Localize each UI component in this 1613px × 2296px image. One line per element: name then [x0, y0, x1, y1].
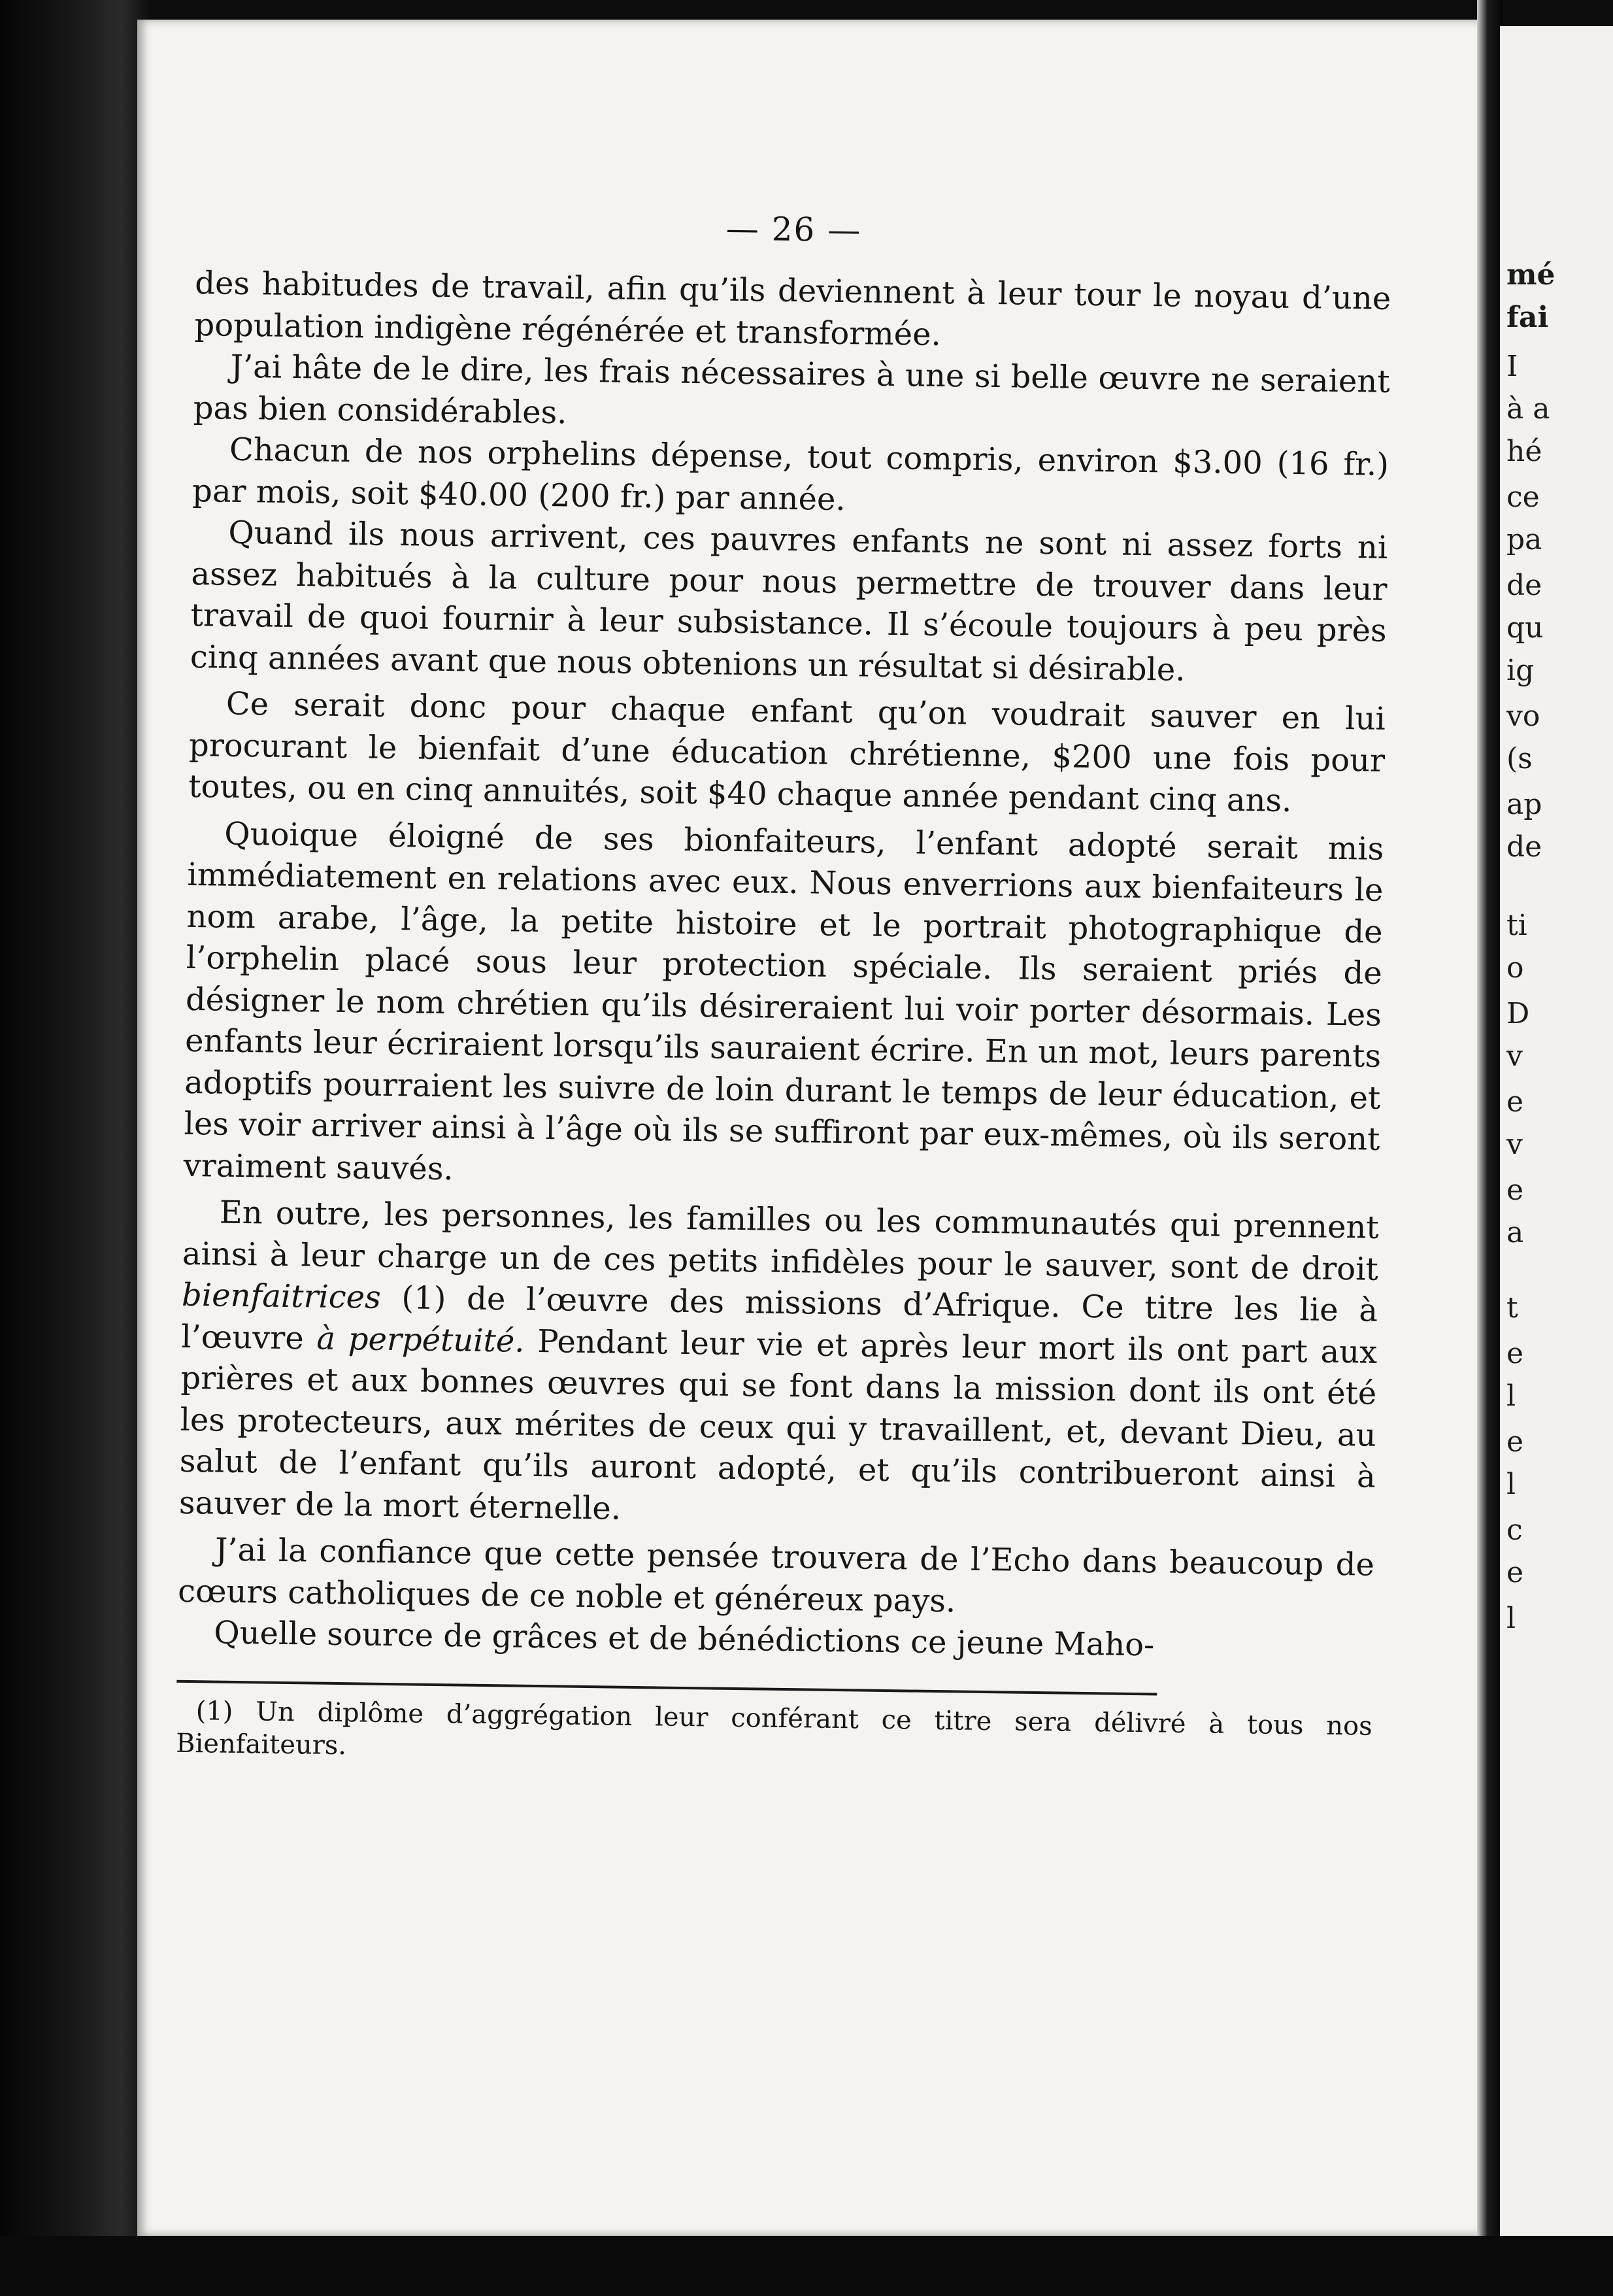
- adjacent-page-fragment: vo: [1506, 700, 1540, 733]
- paragraph: J’ai hâte de le dire, les frais nécessaires à une si belle œuvre ne seraient pas bien considérables.: [193, 348, 1390, 431]
- adjacent-page-fragment: a: [1506, 1216, 1524, 1249]
- paragraph-bienfaitrices: [179, 1192, 1379, 1540]
- book-binding-edge: [0, 0, 150, 2296]
- adjacent-page-fragment: e: [1506, 1173, 1524, 1207]
- adjacent-page-fragment: ig: [1506, 654, 1535, 687]
- adjacent-page-fragment: (s: [1506, 742, 1533, 775]
- paragraph: J’ai la confiance que cette pensée trouvera de l’Echo dans beaucoup de cœurs catholiques de ce noble et généreux pays.: [177, 1531, 1375, 1619]
- page-number: — 26 —: [725, 209, 862, 250]
- paragraph-text: En outre, les personnes, les familles ou les communautés qui prennent ainsi à leur charge un de ces petits infidèles pour le sauver, sont de droit: [182, 1194, 1379, 1288]
- adjacent-page-fragment: e: [1506, 1085, 1524, 1119]
- adjacent-page-fragment: à a: [1506, 392, 1550, 426]
- adjacent-page-fragment: c: [1506, 1513, 1523, 1547]
- adjacent-page-fragment: e: [1506, 1337, 1524, 1370]
- adjacent-page-fragment: mé: [1506, 258, 1555, 292]
- paragraph: Quelle source de grâces et de bénédictions ce jeune Maho-: [214, 1614, 1155, 1664]
- footnote: (1) Un diplôme d’aggrégation leur conférant ce titre sera délivré à tous nos Bienfaiteurs.: [175, 1695, 1372, 1761]
- page-gutter: [1477, 0, 1503, 2296]
- adjacent-page-fragment: fai: [1506, 301, 1549, 334]
- adjacent-page-fragment: hé: [1506, 435, 1542, 468]
- adjacent-page-fragment: I: [1506, 350, 1518, 383]
- paragraph: Quand ils nous arrivent, ces pauvres enfants ne sont ni assez forts ni assez habitués à la culture pour nous permettre de trouver dans leur travail de quoi fournir à leur subsistance. Il s’écoule toujours à peu près cinq années avant que nous obtenions un résultat si désirable.: [190, 514, 1388, 688]
- paragraph: des habitudes de travail, afin qu’ils deviennent à leur tour le noyau d’une population indigène régénérée et transformée.: [194, 264, 1391, 353]
- adjacent-page-fragment: D: [1506, 997, 1530, 1030]
- adjacent-page-fragment: l: [1506, 1468, 1516, 1501]
- adjacent-page-fragment: t: [1506, 1291, 1518, 1325]
- adjacent-page-fragment: ti: [1506, 909, 1527, 942]
- paragraph-text: Pendant leur vie et après leur mort ils ont part aux prières et aux bonnes œuvres qui se font dans la mission dont ils ont été les protecteurs, aux mérites de ceux qui y travaillent, et, devant Dieu, au salut de l’enfant qu’ils auront adopté, et qu’ils contribueront ainsi à sauver de la mort éternelle.: [178, 1323, 1378, 1527]
- adjacent-page-fragment: v: [1506, 1039, 1523, 1073]
- adjacent-page-fragment: de: [1506, 830, 1542, 864]
- adjacent-page-fragment: e: [1506, 1425, 1524, 1459]
- paragraph: Quoique éloigné de ses bionfaiteurs, l’enfant adopté serait mis immédiatement en relations avec eux. Nous enverrions aux bienfaiteurs le nom arabe, l’âge, la petite histoire et le portrait photographique de l’orphelin placé sous leur protection spéciale. Ils seraient priés de désigner le nom chrétien qu’ils désireraient lui voir porter désormais. Les enfants leur écriraient lorsqu’ils sauraient écrire. En un mot, leurs parents adoptifs pourraient les suivre de loin durant le temps de leur éducation, et les voir arriver ainsi à l’âge où ils se suffiront par eux-mêmes, où ils seront vraiment sauvés.: [183, 815, 1384, 1187]
- adjacent-page-strip: [1500, 26, 1613, 2236]
- paragraph-text: (1) de l’œuvre des missions d’Afrique. Ce titre les lie à l’œuvre: [180, 1279, 1378, 1357]
- adjacent-page-fragment: ap: [1506, 788, 1542, 821]
- adjacent-page-fragment: de: [1506, 569, 1542, 602]
- adjacent-page-fragment: v: [1506, 1128, 1523, 1161]
- adjacent-page-fragment: l: [1506, 1379, 1516, 1413]
- footnote-rule: [176, 1680, 1157, 1695]
- adjacent-page-fragment: pa: [1506, 523, 1542, 556]
- adjacent-page-fragment: ce: [1506, 481, 1540, 514]
- adjacent-page-fragment: qu: [1506, 611, 1544, 645]
- italic-term: à perpétuité.: [316, 1320, 525, 1360]
- scan-bottom-border: [0, 2236, 1613, 2296]
- adjacent-page-fragment: o: [1506, 951, 1524, 985]
- paragraph: Chacun de nos orphelins dépense, tout compris, environ $3.00 (16 fr.) par mois, soit $40.00 (200 fr.) par année.: [191, 431, 1389, 518]
- italic-term: bienfaitrices: [181, 1276, 382, 1316]
- adjacent-page-fragment: e: [1506, 1556, 1524, 1589]
- adjacent-page-fragment: l: [1506, 1602, 1516, 1635]
- paragraph: Ce serait donc pour chaque enfant qu’on voudrait sauver en lui procurant le bienfait d’une éducation chrétienne, $200 une fois pour toutes, ou en cinq annuités, soit $40 chaque année pendant cinq ans.: [188, 685, 1386, 820]
- page-text-block: [176, 203, 1392, 1775]
